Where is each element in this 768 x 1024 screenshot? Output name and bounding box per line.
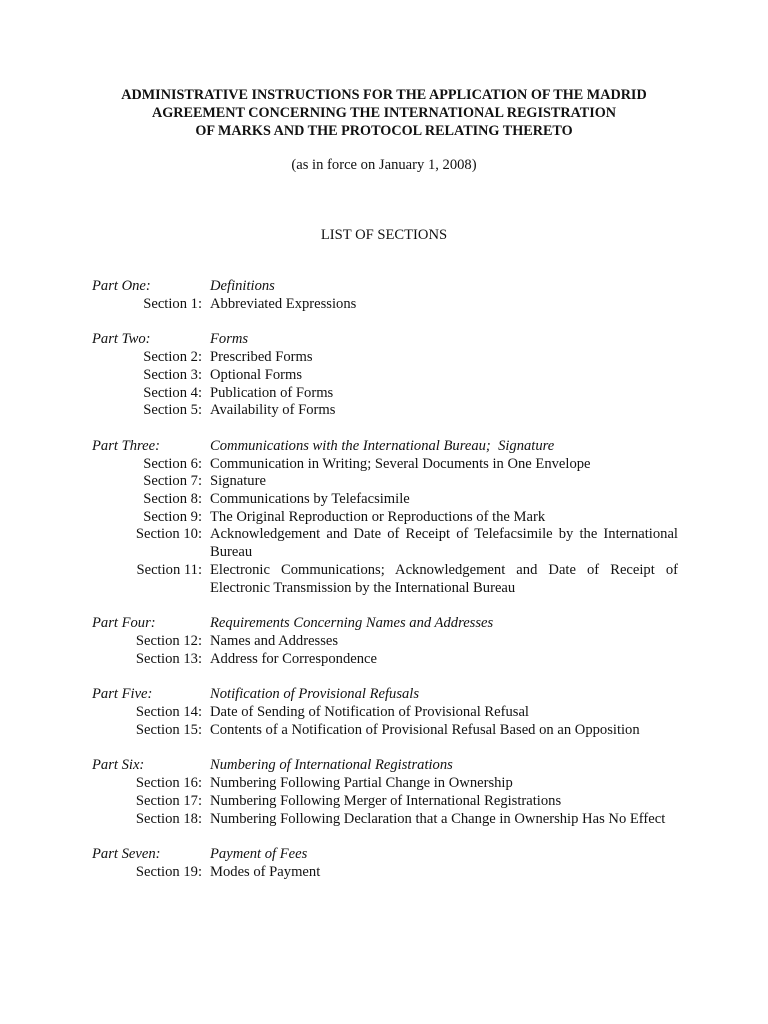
section-entry [92,651,678,669]
section-entry [92,473,678,491]
section-entry [92,775,678,793]
part-title: Notification of Provisional Refusals [210,686,420,703]
section-title: Publication of Forms [210,384,334,401]
part-label: Part Two: [92,331,151,348]
section-title: Address for Correspondence [210,650,377,667]
section-entry [92,793,678,811]
section-number: Section 12: [135,632,202,649]
part-title: Numbering of International Registrations [210,757,453,774]
section-entry [92,296,678,314]
list-of-sections-heading: LIST OF SECTIONS [320,227,448,243]
part-five [92,686,678,739]
part-title: Payment of Fees [210,846,308,863]
part-seven [92,846,678,881]
part-three [92,438,678,597]
section-number: Section 10: [135,526,202,543]
section-entry [92,526,678,561]
sections-list [92,278,678,900]
section-number: Section 7: [143,473,202,490]
part-four [92,615,678,668]
section-title: Communications by Telefacsimile [210,491,410,508]
section-number: Section 2: [143,349,202,366]
section-title: Signature [210,473,266,490]
part-label: Part One: [92,278,151,294]
section-entry [92,491,678,509]
part-label: Part Four: [92,615,156,632]
section-entry [92,456,678,474]
section-title: Date of Sending of Notification of Provisional Refusal [210,704,529,721]
section-entry [92,864,678,882]
section-number: Section 13: [135,650,202,667]
section-entry [92,385,678,403]
part-title: Definitions [210,278,275,294]
section-title: Abbreviated Expressions [210,295,357,312]
part-six [92,757,678,828]
section-entry [92,722,678,740]
section-number: Section 4: [143,384,202,401]
section-entry [92,349,678,367]
section-number: Section 1: [143,295,202,312]
section-number: Section 17: [135,792,202,809]
section-title: Names and Addresses [210,632,339,649]
section-title: Communication in Writing; Several Documents in One Envelope [210,455,591,472]
document-title [60,86,708,140]
document-subtitle: (as in force on January 1, 2008) [291,157,477,173]
section-number: Section 18: [135,810,202,827]
section-number: Section 5: [143,402,202,419]
section-number: Section 6: [143,455,202,472]
section-number: Section 3: [143,366,202,383]
part-label: Part Three: [92,437,160,454]
section-title: Availability of Forms [210,402,336,419]
section-title: Modes of Payment [210,863,321,880]
section-number: Section 8: [143,491,202,508]
section-entry [92,811,678,829]
section-entry [92,633,678,651]
section-number: Section 14: [135,704,202,721]
part-label: Part Seven: [92,846,161,863]
section-title: Acknowledgement and Date of Receipt of Telefacsimile by the International Bureau [210,526,678,561]
section-entry [92,704,678,722]
section-entry [92,509,678,527]
section-number: Section 15: [135,721,202,738]
part-two [92,331,678,420]
section-number: Section 19: [135,863,202,880]
section-title: Numbering Following Merger of International Registrations [210,792,562,809]
section-entry [92,367,678,385]
part-one [92,278,678,313]
section-number: Section 11: [136,561,202,578]
section-title: Numbering Following Declaration that a Change in Ownership Has No Effect [210,810,666,827]
section-entry [92,562,678,597]
part-label: Part Six: [92,757,145,774]
section-number: Section 16: [135,775,202,792]
part-label: Part Five: [92,686,153,703]
section-title: Numbering Following Partial Change in Ownership [210,775,513,792]
section-entry [92,402,678,420]
title-line: AGREEMENT CONCERNING THE INTERNATIONAL REGISTRATION [151,105,617,121]
section-number: Section 9: [143,508,202,525]
section-title: The Original Reproduction or Reproductions of the Mark [210,508,546,525]
title-line: OF MARKS AND THE PROTOCOL RELATING THERETO [195,123,573,139]
section-title: Prescribed Forms [210,349,313,366]
part-title: Communications with the International Bureau; Signature [210,437,555,454]
part-title: Forms [210,331,249,348]
section-title: Electronic Communications; Acknowledgement and Date of Receipt of Electronic Transmission by the International Bureau [210,561,678,596]
section-title: Contents of a Notification of Provisional Refusal Based on an Opposition [210,721,640,738]
part-title: Requirements Concerning Names and Addresses [210,615,494,632]
section-title: Optional Forms [210,366,303,383]
title-line: ADMINISTRATIVE INSTRUCTIONS FOR THE APPLICATION OF THE MADRID [121,87,647,103]
